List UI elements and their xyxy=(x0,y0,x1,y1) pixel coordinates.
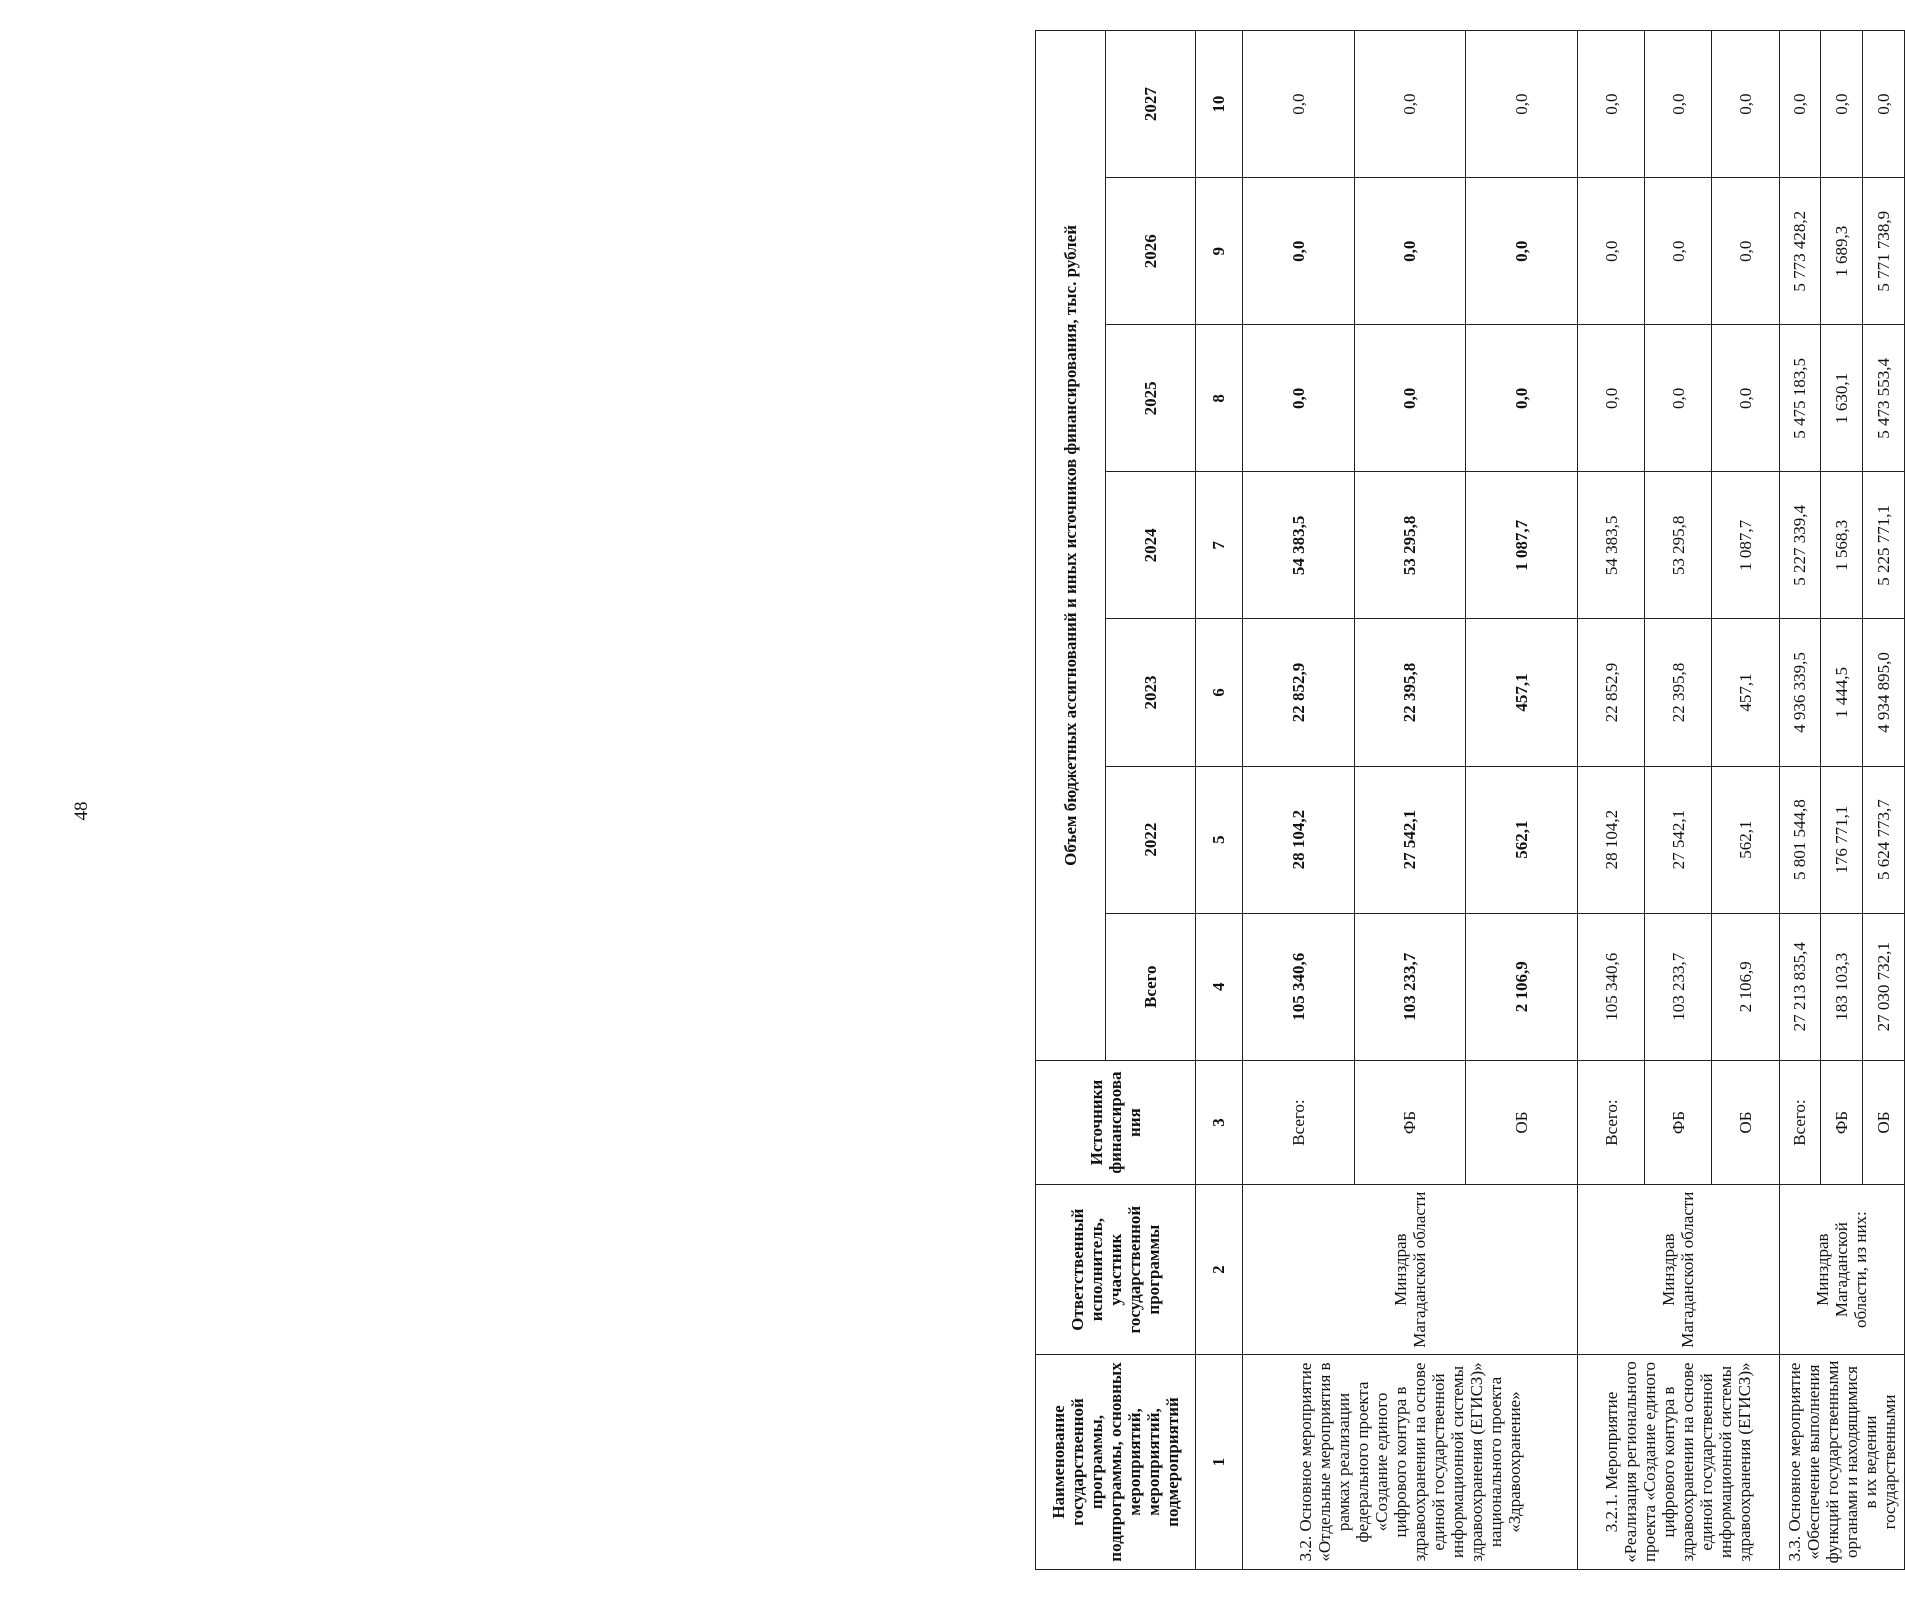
value-cell: 54 383,5 xyxy=(1243,472,1355,619)
header-funding: Объем бюджетных ассигнований и иных источников финансирования, тыс. рублей xyxy=(1036,31,1106,1061)
source-cell: Всего: xyxy=(1578,1060,1645,1184)
header-executor: Ответственный исполнитель, участник государственной программы xyxy=(1036,1185,1196,1355)
source-cell: ФБ xyxy=(1821,1060,1863,1184)
value-cell: 1 087,7 xyxy=(1712,472,1779,619)
header-year: 2025 xyxy=(1106,325,1196,472)
value-cell: 22 852,9 xyxy=(1243,619,1355,766)
value-cell: 562,1 xyxy=(1712,766,1779,913)
value-cell: 5 771 738,9 xyxy=(1863,178,1905,325)
value-cell: 183 103,3 xyxy=(1821,913,1863,1060)
executor-cell: Минздрав Магаданской области xyxy=(1578,1185,1780,1355)
header-year: 2026 xyxy=(1106,178,1196,325)
value-cell: 0,0 xyxy=(1578,178,1645,325)
value-cell: 562,1 xyxy=(1466,766,1578,913)
value-cell: 0,0 xyxy=(1779,31,1821,178)
value-cell: 22 395,8 xyxy=(1645,619,1712,766)
column-number: 1 xyxy=(1196,1355,1243,1570)
source-cell: ОБ xyxy=(1466,1060,1578,1184)
value-cell: 54 383,5 xyxy=(1578,472,1645,619)
source-cell: ОБ xyxy=(1712,1060,1779,1184)
value-cell: 0,0 xyxy=(1821,31,1863,178)
value-cell: 28 104,2 xyxy=(1578,766,1645,913)
value-cell: 22 395,8 xyxy=(1354,619,1466,766)
page-number: 48 xyxy=(71,801,92,821)
value-cell: 0,0 xyxy=(1645,178,1712,325)
value-cell: 1 087,7 xyxy=(1466,472,1578,619)
value-cell: 1 689,3 xyxy=(1821,178,1863,325)
value-cell: 1 444,5 xyxy=(1821,619,1863,766)
column-number: 10 xyxy=(1196,31,1243,178)
value-cell: 5 624 773,7 xyxy=(1863,766,1905,913)
column-number: 6 xyxy=(1196,619,1243,766)
value-cell: 27 542,1 xyxy=(1645,766,1712,913)
column-number: 8 xyxy=(1196,325,1243,472)
header-year: 2027 xyxy=(1106,31,1196,178)
source-cell: Всего: xyxy=(1243,1060,1355,1184)
value-cell: 27 542,1 xyxy=(1354,766,1466,913)
column-number: 4 xyxy=(1196,913,1243,1060)
value-cell: 0,0 xyxy=(1712,325,1779,472)
header-name: Наименование государственной программы, подпрограммы, основных мероприятий, мероприятий, подмероприятий xyxy=(1036,1355,1196,1570)
value-cell: 0,0 xyxy=(1354,178,1466,325)
source-cell: ОБ xyxy=(1863,1060,1905,1184)
column-number: 3 xyxy=(1196,1060,1243,1184)
value-cell: 2 106,9 xyxy=(1466,913,1578,1060)
executor-cell: Минздрав Магаданской области, из них: xyxy=(1779,1185,1904,1355)
measure-name: 3.3. Основное мероприятие «Обеспечение выполнения функций государственными органами и находящимися в их ведении государственными xyxy=(1779,1355,1904,1570)
value-cell: 105 340,6 xyxy=(1578,913,1645,1060)
value-cell: 105 340,6 xyxy=(1243,913,1355,1060)
value-cell: 103 233,7 xyxy=(1354,913,1466,1060)
value-cell: 0,0 xyxy=(1466,178,1578,325)
executor-cell: Минздрав Магаданской области xyxy=(1243,1185,1578,1355)
value-cell: 457,1 xyxy=(1712,619,1779,766)
source-cell: ФБ xyxy=(1645,1060,1712,1184)
column-number: 7 xyxy=(1196,472,1243,619)
table-row xyxy=(1243,31,1355,1570)
header-year: 2024 xyxy=(1106,472,1196,619)
value-cell: 27 213 835,4 xyxy=(1779,913,1821,1060)
value-cell: 5 473 553,4 xyxy=(1863,325,1905,472)
value-cell: 5 227 339,4 xyxy=(1779,472,1821,619)
value-cell: 0,0 xyxy=(1243,325,1355,472)
value-cell: 53 295,8 xyxy=(1645,472,1712,619)
value-cell: 1 630,1 xyxy=(1821,325,1863,472)
value-cell: 457,1 xyxy=(1466,619,1578,766)
value-cell: 0,0 xyxy=(1354,325,1466,472)
value-cell: 27 030 732,1 xyxy=(1863,913,1905,1060)
value-cell: 28 104,2 xyxy=(1243,766,1355,913)
value-cell: 0,0 xyxy=(1578,31,1645,178)
value-cell: 4 934 895,0 xyxy=(1863,619,1905,766)
value-cell: 0,0 xyxy=(1354,31,1466,178)
column-number: 2 xyxy=(1196,1185,1243,1355)
value-cell: 176 771,1 xyxy=(1821,766,1863,913)
table-row xyxy=(1578,31,1645,1570)
value-cell: 0,0 xyxy=(1645,31,1712,178)
table-row xyxy=(1779,31,1821,1570)
value-cell: 53 295,8 xyxy=(1354,472,1466,619)
header-year: 2023 xyxy=(1106,619,1196,766)
header-source: Источники финансирова ния xyxy=(1036,1060,1196,1184)
value-cell: 4 936 339,5 xyxy=(1779,619,1821,766)
column-number: 5 xyxy=(1196,766,1243,913)
value-cell: 0,0 xyxy=(1645,325,1712,472)
value-cell: 1 568,3 xyxy=(1821,472,1863,619)
value-cell: 0,0 xyxy=(1466,31,1578,178)
value-cell: 0,0 xyxy=(1243,31,1355,178)
value-cell: 5 801 544,8 xyxy=(1779,766,1821,913)
column-number: 9 xyxy=(1196,178,1243,325)
value-cell: 103 233,7 xyxy=(1645,913,1712,1060)
financing-table xyxy=(1035,30,1905,1570)
value-cell: 0,0 xyxy=(1243,178,1355,325)
header-year: Всего xyxy=(1106,913,1196,1060)
value-cell: 0,0 xyxy=(1712,178,1779,325)
value-cell: 5 773 428,2 xyxy=(1779,178,1821,325)
value-cell: 2 106,9 xyxy=(1712,913,1779,1060)
value-cell: 5 475 183,5 xyxy=(1779,325,1821,472)
measure-name: 3.2.1. Мероприятие «Реализация регионального проекта «Создание единого цифрового контура в здравоохранении на основе единой государственной информационной системы здравоохранения (ЕГИСЗ)» xyxy=(1578,1355,1780,1570)
value-cell: 0,0 xyxy=(1863,31,1905,178)
value-cell: 0,0 xyxy=(1466,325,1578,472)
rotated-table-container xyxy=(1035,30,1905,1570)
value-cell: 0,0 xyxy=(1712,31,1779,178)
source-cell: ФБ xyxy=(1354,1060,1466,1184)
measure-name: 3.2. Основное мероприятие «Отдельные мероприятия в рамках реализации федерального проекта «Создание единого цифрового контура в здравоохранении на основе единой государственной информационной системы здравоохранения (ЕГИСЗ)» национального проекта «Здравоохранение» xyxy=(1243,1355,1578,1570)
source-cell: Всего: xyxy=(1779,1060,1821,1184)
value-cell: 5 225 771,1 xyxy=(1863,472,1905,619)
value-cell: 0,0 xyxy=(1578,325,1645,472)
header-year: 2022 xyxy=(1106,766,1196,913)
value-cell: 22 852,9 xyxy=(1578,619,1645,766)
